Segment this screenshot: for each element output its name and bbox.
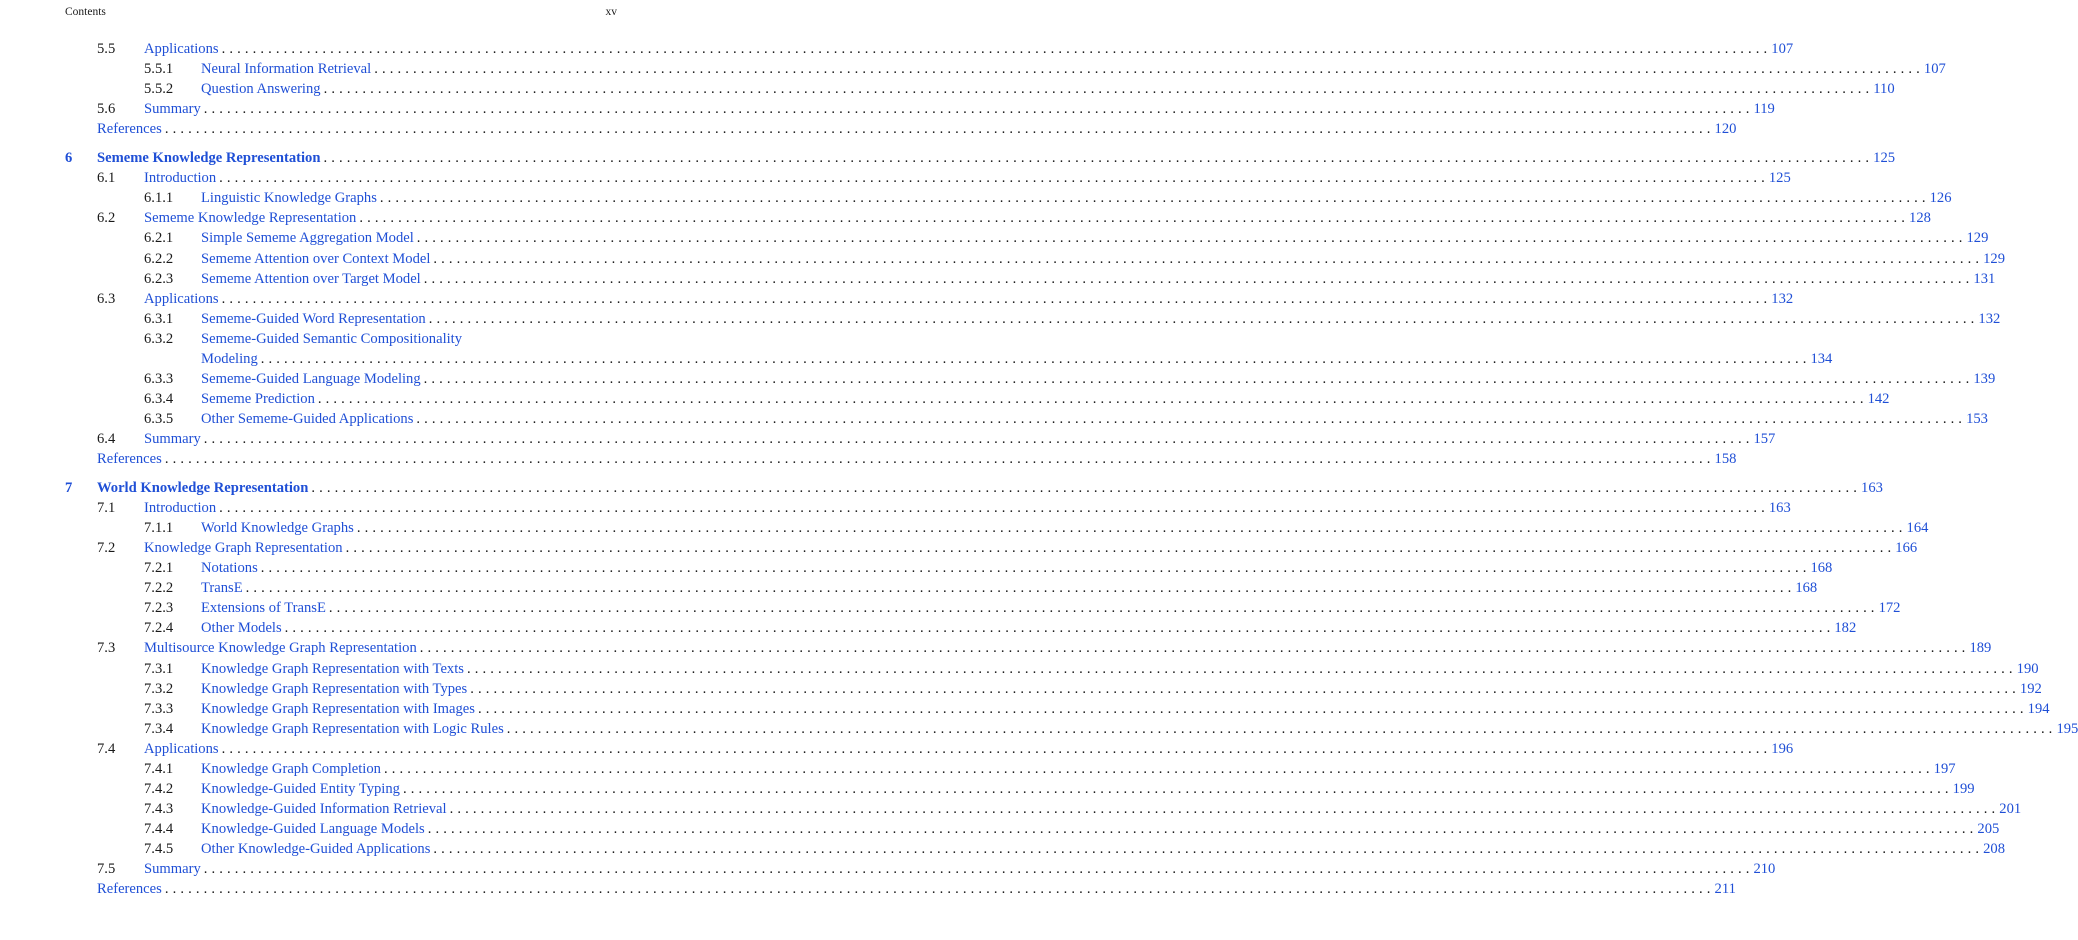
toc-entry-number: 5.6 bbox=[97, 101, 116, 118]
dot-leader: ........................................................................................................................................................................................................ bbox=[203, 861, 1754, 877]
dot-leader: ........................................................................................................................................................................................................ bbox=[466, 660, 2017, 677]
toc-page-number[interactable]: 172 bbox=[1878, 600, 1901, 617]
dot-leader: ........................................................................................................................................................................................................ bbox=[219, 500, 1769, 517]
toc-entry[interactable] bbox=[0, 188, 1952, 208]
toc-entry-number: 6.3.5 bbox=[144, 410, 174, 427]
toc-page-number[interactable]: 142 bbox=[1867, 390, 1890, 407]
toc-entry[interactable] bbox=[0, 538, 1918, 558]
toc-entry-number: 7.5 bbox=[97, 861, 116, 877]
toc-entry-title[interactable]: Other Knowledge-Guided Applications bbox=[201, 840, 431, 857]
toc-entry-number: 6.1.1 bbox=[144, 190, 174, 207]
toc-page-number[interactable]: 208 bbox=[1983, 840, 2005, 857]
toc-entry-title[interactable]: Knowledge Graph Representation with Texts bbox=[201, 660, 464, 677]
toc-entry[interactable] bbox=[0, 269, 1996, 289]
dot-leader: ........................................................................................................................................................................................................ bbox=[245, 580, 1796, 597]
toc-entry-number: 7.3.1 bbox=[144, 660, 174, 677]
toc-entry-number: 7.4.4 bbox=[144, 820, 174, 837]
toc-entry-title[interactable]: Applications bbox=[144, 41, 219, 57]
toc-page-number[interactable]: 190 bbox=[2016, 660, 2039, 677]
toc-entry[interactable] bbox=[0, 739, 1794, 759]
toc-page-number[interactable]: 129 bbox=[1966, 230, 1989, 247]
toc-entry-title[interactable]: Applications bbox=[144, 740, 219, 757]
toc-entry-title[interactable]: Knowledge Graph Representation with Types bbox=[201, 680, 468, 697]
toc-entry[interactable] bbox=[0, 409, 1988, 429]
toc-page-number[interactable]: 132 bbox=[1978, 310, 2001, 327]
toc-entry[interactable] bbox=[0, 819, 2000, 839]
toc-entry[interactable] bbox=[0, 249, 2005, 269]
toc-entry-number: 6.3.4 bbox=[144, 390, 174, 407]
toc-entry[interactable] bbox=[0, 839, 2005, 859]
toc-entry-number: 6.4 bbox=[97, 430, 116, 447]
toc-entry-title[interactable]: Question Answering bbox=[201, 81, 321, 98]
toc-entry-title[interactable]: Other Models bbox=[201, 620, 282, 637]
dot-leader: ........................................................................................................................................................................................................ bbox=[428, 310, 1979, 327]
toc-entry-title[interactable]: Modeling bbox=[201, 350, 258, 367]
toc-page-number[interactable]: 164 bbox=[1906, 520, 1929, 537]
toc-entry-title[interactable]: Extensions of TransE bbox=[201, 600, 326, 617]
toc-entry-title[interactable]: World Knowledge Graphs bbox=[201, 520, 354, 537]
toc-entry[interactable] bbox=[0, 638, 1992, 658]
toc-entry-number: 6.3 bbox=[97, 290, 116, 307]
dot-leader: ........................................................................................................................................................................................................ bbox=[433, 250, 1984, 267]
toc-page-number[interactable]: 192 bbox=[2019, 680, 2042, 697]
toc-page-number[interactable]: 120 bbox=[1714, 121, 1737, 138]
toc-page-number[interactable]: 157 bbox=[1753, 430, 1776, 447]
toc-entry-number: 6.2.3 bbox=[144, 270, 174, 287]
dot-leader: ........................................................................................................................................................................................................ bbox=[383, 760, 1934, 777]
toc-entry-number: 6.3.2 bbox=[144, 330, 174, 347]
toc-entry-title[interactable]: Knowledge-Guided Information Retrieval bbox=[201, 800, 447, 817]
toc-page-number[interactable]: 131 bbox=[1973, 270, 1996, 287]
toc-entry[interactable] bbox=[0, 799, 2022, 819]
toc-entry-number: 6.3.1 bbox=[144, 310, 174, 327]
toc-page-number[interactable]: 205 bbox=[1977, 820, 2000, 837]
dot-leader: ........................................................................................................................................................................................................ bbox=[419, 640, 1970, 657]
toc-entry-title[interactable]: Notations bbox=[201, 560, 258, 577]
toc-entry-title[interactable]: Knowledge Graph Representation with Images bbox=[201, 700, 475, 717]
dot-leader: ........................................................................................................................................................................................................ bbox=[260, 560, 1811, 577]
toc-entry[interactable] bbox=[0, 558, 1833, 578]
dot-leader: ........................................................................................................................................................................................................ bbox=[345, 540, 1896, 557]
toc-chapter[interactable] bbox=[0, 478, 1883, 498]
toc-page-number[interactable]: 201 bbox=[1999, 800, 2022, 817]
dot-leader: ........................................................................................................................................................................................................ bbox=[416, 230, 1967, 247]
toc-entry-number: 6.2.1 bbox=[144, 230, 174, 247]
toc-entry-title[interactable]: Multisource Knowledge Graph Representation bbox=[144, 640, 417, 657]
toc-entry[interactable] bbox=[0, 39, 1794, 59]
toc-entry-title[interactable]: Other Sememe-Guided Applications bbox=[201, 410, 414, 427]
toc-entry[interactable] bbox=[0, 498, 1791, 518]
dot-leader: ........................................................................................................................................................................................................ bbox=[323, 150, 1874, 167]
toc-entry[interactable] bbox=[0, 208, 1931, 228]
dot-leader: ........................................................................................................................................................................................................ bbox=[164, 121, 1715, 138]
toc-entry-number: 6.3.3 bbox=[144, 370, 174, 387]
toc-entry-title[interactable]: References bbox=[97, 881, 162, 898]
toc-entry-title[interactable]: Knowledge Graph Representation bbox=[144, 540, 343, 557]
toc-entry-number: 7.1 bbox=[97, 500, 116, 517]
dot-leader: ........................................................................................................................................................................................................ bbox=[203, 430, 1754, 447]
toc-entry[interactable] bbox=[0, 879, 1736, 899]
toc-page-number[interactable]: 197 bbox=[1933, 760, 1956, 777]
dot-leader: ........................................................................................................................................................................................................ bbox=[317, 390, 1868, 407]
toc-page-number[interactable]: 110 bbox=[1873, 81, 1895, 98]
dot-leader: ........................................................................................................................................................................................................ bbox=[221, 740, 1772, 757]
toc-page-number[interactable]: 139 bbox=[1973, 370, 1996, 387]
toc-entry-number: 6.2.2 bbox=[144, 250, 174, 267]
toc-entry-title[interactable]: References bbox=[97, 451, 162, 467]
toc-entry[interactable] bbox=[0, 598, 1901, 618]
toc-entry[interactable] bbox=[0, 699, 2050, 719]
dot-leader: ........................................................................................................................................................................................................ bbox=[323, 81, 1874, 98]
toc-entry[interactable] bbox=[0, 369, 1996, 389]
dot-leader: ........................................................................................................................................................................................................ bbox=[423, 370, 1974, 387]
toc-page-number[interactable]: 168 bbox=[1795, 580, 1818, 597]
toc-entry[interactable] bbox=[0, 228, 1989, 248]
toc-entry[interactable] bbox=[0, 329, 682, 349]
dot-leader: ........................................................................................................................................................................................................ bbox=[164, 451, 1715, 467]
running-header bbox=[65, 6, 617, 22]
toc-entry-number: 7.2.4 bbox=[144, 620, 174, 637]
toc-entry-number: 7.3.2 bbox=[144, 680, 174, 697]
dot-leader: ........................................................................................................................................................................................................ bbox=[221, 41, 1772, 57]
toc-page-number[interactable]: 166 bbox=[1895, 540, 1918, 557]
toc-entry-number: 7.2.2 bbox=[144, 580, 174, 597]
toc-entry-number: 5.5.1 bbox=[144, 61, 174, 78]
dot-leader: ........................................................................................................................................................................................................ bbox=[477, 700, 2028, 717]
toc-entry-title[interactable]: Knowledge-Guided Entity Typing bbox=[201, 780, 400, 797]
toc-entry-title[interactable]: World Knowledge Representation bbox=[97, 480, 309, 497]
toc-entry-number: 7.1.1 bbox=[144, 520, 174, 537]
toc-entry-title[interactable]: Knowledge Graph Representation with Logic Rules bbox=[201, 720, 504, 737]
toc-entry[interactable] bbox=[0, 168, 1791, 188]
dot-leader: ........................................................................................................................................................................................................ bbox=[203, 101, 1754, 118]
dot-leader: ........................................................................................................................................................................................................ bbox=[402, 780, 1953, 797]
toc-page-number[interactable]: 134 bbox=[1810, 350, 1833, 367]
toc-entry[interactable] bbox=[0, 79, 1895, 99]
toc-entry-number: 6.2 bbox=[97, 210, 116, 227]
toc-page-number[interactable]: 196 bbox=[1771, 740, 1794, 757]
toc-entry-number: 7.3.3 bbox=[144, 700, 174, 717]
toc-entry-title[interactable]: Sememe Knowledge Representation bbox=[97, 150, 321, 167]
dot-leader: ........................................................................................................................................................................................................ bbox=[379, 190, 1930, 207]
toc-page-number[interactable]: 107 bbox=[1923, 61, 1946, 78]
toc-entry-title[interactable]: Neural Information Retrieval bbox=[201, 61, 372, 78]
toc-entry[interactable] bbox=[0, 59, 1946, 79]
toc-entry-number: 7 bbox=[65, 480, 73, 497]
toc-entry-number: 7.2.3 bbox=[144, 600, 174, 617]
toc-entry[interactable] bbox=[0, 349, 1833, 369]
dot-leader: ........................................................................................................................................................................................................ bbox=[433, 840, 1984, 857]
toc-entry-title[interactable]: Summary bbox=[144, 861, 201, 877]
dot-leader: ........................................................................................................................................................................................................ bbox=[470, 680, 2020, 697]
dot-leader: ........................................................................................................................................................................................................ bbox=[221, 290, 1772, 307]
toc-page-number[interactable]: 182 bbox=[1834, 620, 1857, 637]
toc-page-number[interactable]: 210 bbox=[1753, 861, 1776, 877]
toc-page-number[interactable]: 194 bbox=[2027, 700, 2050, 717]
toc-entry-number: 6.1 bbox=[97, 170, 116, 187]
toc-page-number[interactable]: 168 bbox=[1810, 560, 1833, 577]
toc-entry[interactable] bbox=[0, 679, 2042, 699]
toc-entry-title[interactable]: Summary bbox=[144, 430, 201, 447]
toc-page-number[interactable]: 125 bbox=[1873, 150, 1896, 167]
toc-entry[interactable] bbox=[0, 429, 1776, 449]
toc-page-number[interactable]: 189 bbox=[1969, 640, 1992, 657]
toc-page-number[interactable]: 107 bbox=[1771, 41, 1794, 57]
toc-entry-title[interactable]: Applications bbox=[144, 290, 219, 307]
toc-entry-number: 5.5.2 bbox=[144, 81, 174, 98]
toc-entry-number: 7.3.4 bbox=[144, 720, 174, 737]
toc-entry-number: 5.5 bbox=[97, 41, 116, 57]
dot-leader: ........................................................................................................................................................................................................ bbox=[356, 520, 1907, 537]
toc-page-number[interactable]: 163 bbox=[1861, 480, 1883, 497]
toc-entry[interactable] bbox=[0, 518, 1929, 538]
toc-entry-number: 7.2 bbox=[97, 540, 116, 557]
toc-entry[interactable] bbox=[0, 289, 1794, 309]
toc-entry-number: 7.4.3 bbox=[144, 800, 174, 817]
toc-entry-title[interactable]: Sememe Prediction bbox=[201, 390, 315, 407]
toc-entry-number: 7.4.2 bbox=[144, 780, 174, 797]
toc-entry[interactable] bbox=[0, 309, 2001, 329]
dot-leader: ........................................................................................................................................................................................................ bbox=[423, 270, 1974, 287]
toc-entry-title[interactable]: References bbox=[97, 121, 162, 138]
dot-leader: ........................................................................................................................................................................................................ bbox=[328, 600, 1879, 617]
toc-page-number[interactable]: 211 bbox=[1714, 881, 1736, 898]
toc-page-number[interactable]: 125 bbox=[1768, 170, 1791, 187]
dot-leader: ........................................................................................................................................................................................................ bbox=[506, 720, 2057, 737]
toc-entry[interactable] bbox=[0, 119, 1737, 139]
toc-entry-title[interactable]: Knowledge-Guided Language Models bbox=[201, 820, 425, 837]
dot-leader: ........................................................................................................................................................................................................ bbox=[284, 620, 1835, 637]
toc-entry-title[interactable]: Sememe Attention over Context Model bbox=[201, 250, 431, 267]
toc-page-number[interactable]: 126 bbox=[1929, 190, 1952, 207]
dot-leader: ........................................................................................................................................................................................................ bbox=[359, 210, 1910, 227]
toc-entry-title[interactable]: Linguistic Knowledge Graphs bbox=[201, 190, 377, 207]
toc-entry[interactable] bbox=[0, 779, 1975, 799]
toc-entry[interactable] bbox=[0, 759, 1956, 779]
toc-entry[interactable] bbox=[0, 719, 2078, 739]
toc-entry-title[interactable]: TransE bbox=[201, 580, 243, 597]
dot-leader: ........................................................................................................................................................................................................ bbox=[374, 61, 1924, 78]
toc-entry-number: 7.4 bbox=[97, 740, 116, 757]
toc-chapter[interactable] bbox=[0, 148, 1896, 168]
toc-entry-title[interactable]: Sememe-Guided Word Representation bbox=[201, 310, 426, 327]
toc-entry[interactable] bbox=[0, 99, 1775, 119]
dot-leader: ........................................................................................................................................................................................................ bbox=[449, 800, 2000, 817]
dot-leader: ........................................................................................................................................................................................................ bbox=[260, 350, 1811, 367]
toc-entry[interactable] bbox=[0, 618, 1857, 638]
dot-leader: ........................................................................................................................................................................................................ bbox=[311, 480, 1862, 497]
toc-entry-number: 6 bbox=[65, 150, 73, 167]
toc-entry-title[interactable]: Simple Sememe Aggregation Model bbox=[201, 230, 414, 247]
toc-entry-title[interactable]: Sememe Knowledge Representation bbox=[144, 210, 357, 227]
toc-entry-number: 7.4.1 bbox=[144, 760, 174, 777]
toc-entry[interactable] bbox=[0, 578, 1818, 598]
dot-leader: ........................................................................................................................................................................................................ bbox=[219, 170, 1769, 187]
toc-page-number[interactable]: 132 bbox=[1771, 290, 1794, 307]
toc-page-number[interactable]: 163 bbox=[1768, 500, 1791, 517]
toc-entry-title[interactable]: Sememe-Guided Language Modeling bbox=[201, 370, 421, 387]
dot-leader: ........................................................................................................................................................................................................ bbox=[427, 820, 1978, 837]
dot-leader: ........................................................................................................................................................................................................ bbox=[416, 410, 1967, 427]
toc-page-number[interactable]: 128 bbox=[1909, 210, 1931, 227]
toc-page-number[interactable]: 119 bbox=[1753, 101, 1775, 118]
toc-entry[interactable] bbox=[0, 389, 1890, 409]
toc-page-number[interactable]: 199 bbox=[1952, 780, 1975, 797]
toc-entry-title[interactable]: Introduction bbox=[144, 170, 217, 187]
toc-entry-title[interactable]: Knowledge Graph Completion bbox=[201, 760, 381, 777]
toc-entry-number: 7.2.1 bbox=[144, 560, 174, 577]
toc-entry-title[interactable]: Sememe Attention over Target Model bbox=[201, 270, 421, 287]
page-number: xv bbox=[605, 6, 617, 18]
toc-entry-title[interactable]: Introduction bbox=[144, 500, 217, 517]
toc-page-number[interactable]: 153 bbox=[1966, 410, 1988, 427]
toc-entry[interactable] bbox=[0, 659, 2039, 679]
toc-entry-number: 7.4.5 bbox=[144, 840, 174, 857]
header-section-title: Contents bbox=[65, 6, 106, 18]
toc-entry[interactable] bbox=[0, 859, 1776, 879]
toc-entry[interactable] bbox=[0, 449, 1737, 469]
toc-entry-title[interactable]: Sememe-Guided Semantic Compositionality bbox=[201, 330, 463, 347]
toc-page-number[interactable]: 158 bbox=[1714, 451, 1737, 467]
toc-entry-number: 7.3 bbox=[97, 640, 116, 657]
toc-page-number[interactable]: 195 bbox=[2056, 720, 2078, 737]
toc-page-number[interactable]: 129 bbox=[1983, 250, 2005, 267]
toc-entry-title[interactable]: Summary bbox=[144, 101, 201, 118]
dot-leader: ........................................................................................................................................................................................................ bbox=[164, 881, 1715, 898]
